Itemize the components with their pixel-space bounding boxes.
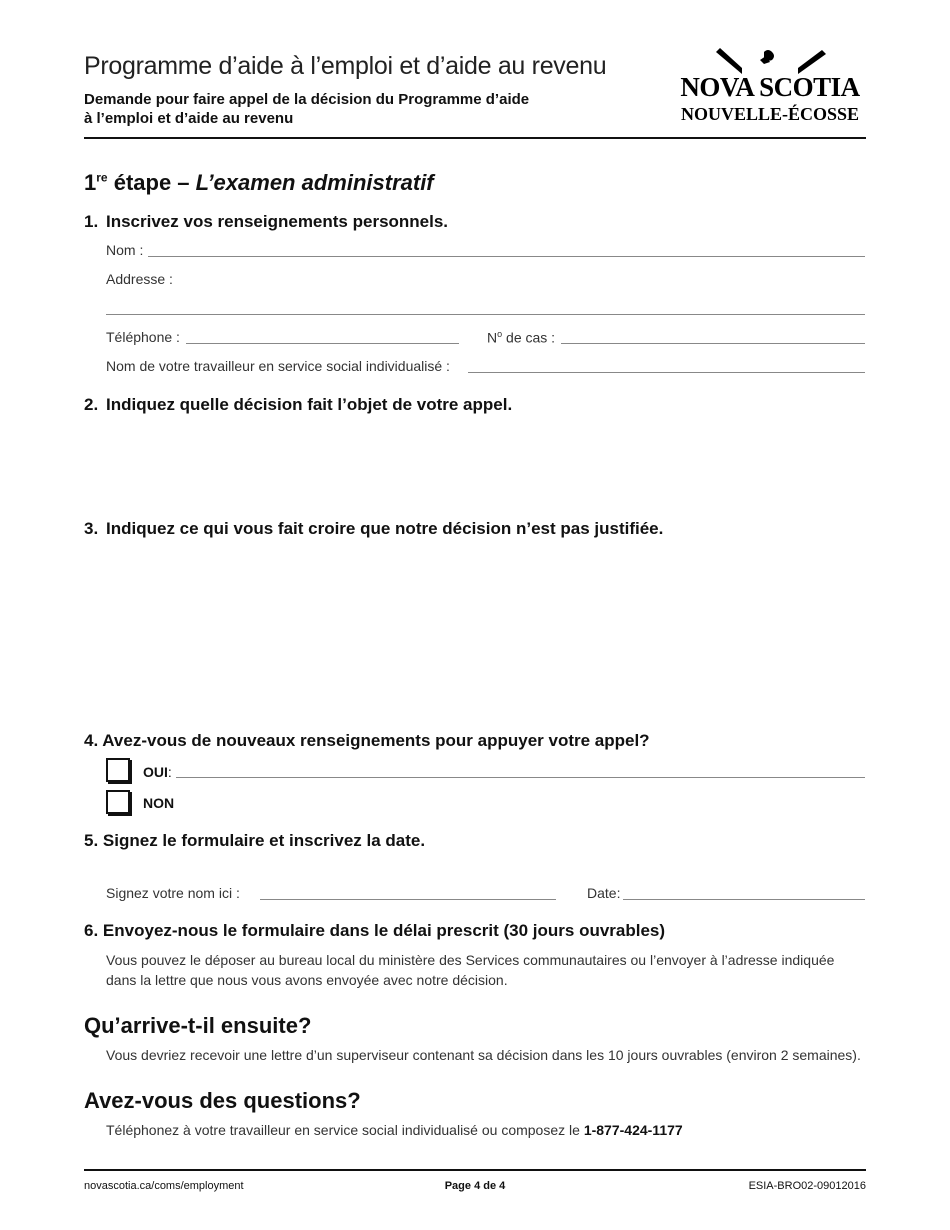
header-divider [84, 137, 866, 139]
step-name: L’examen administratif [195, 170, 434, 195]
name-field[interactable] [148, 256, 865, 257]
contact-text [106, 1120, 866, 1140]
question-3 [84, 519, 663, 539]
question-text: Indiquez ce qui vous fait croire que notre décision n’est pas justifiée. [106, 519, 664, 538]
oui-label-colon: : [167, 764, 172, 780]
signature-field[interactable] [260, 899, 556, 900]
footer-divider [84, 1169, 866, 1171]
question-number: 2. [84, 395, 99, 414]
nova-scotia-logo [672, 46, 868, 128]
address-field[interactable] [106, 314, 865, 315]
form-subtitle [84, 90, 564, 128]
question-number: 3. [84, 519, 99, 538]
step-number: 1 [84, 170, 97, 195]
question-text: Inscrivez vos renseignements personnels. [106, 212, 449, 231]
oui-checkbox[interactable] [106, 758, 130, 782]
phone-field[interactable] [186, 343, 459, 344]
question-text: Envoyez-nous le formulaire dans le délai prescrit (30 jours ouvrables) [102, 921, 666, 940]
oui-label-text: OUI [143, 764, 168, 780]
question-4 [84, 731, 650, 751]
caseworker-label: Nom de votre travailleur en service social individualisé : [106, 358, 450, 374]
date-label: Date: [587, 885, 621, 901]
case-number-field[interactable] [561, 343, 865, 344]
name-label: Nom : [106, 242, 144, 258]
question-number: 1. [84, 212, 99, 231]
submission-instructions: Vous pouvez le déposer au bureau local du ministère des Services communautaires ou l’envoyer à l’adresse indiquée dans la lettre que nous vous avons envoyée avec notre décision. [106, 952, 835, 988]
question-text: Avez-vous de nouveaux renseignements pour appuyer votre appel? [102, 731, 650, 750]
case-number-label-prefix: N [487, 329, 498, 346]
logo-wordmark: NOVA SCOTIA [680, 72, 860, 102]
justification-answer-area[interactable] [84, 550, 866, 720]
question-text: Signez le formulaire et inscrivez la date. [102, 831, 426, 850]
next-steps-text: Vous devriez recevoir une lettre d’un superviseur contenant sa décision dans les 10 jours ouvrables (environ 2 semaines). [106, 1047, 861, 1063]
step-number-suffix: re [96, 170, 108, 185]
questions-heading: Avez-vous des questions? [84, 1088, 361, 1113]
case-number-label-sup: o [497, 329, 503, 339]
question-number: 6. [84, 921, 99, 940]
signature-label: Signez votre nom ici : [106, 885, 240, 901]
form-subtitle-line1: Demande pour faire appel de la décision du Programme d’aide [84, 91, 530, 108]
question-1 [84, 212, 448, 232]
address-label: Addresse : [106, 271, 173, 287]
step-heading [84, 170, 434, 196]
question-number: 4. [84, 731, 99, 750]
case-number-label-suffix: de cas : [502, 329, 556, 346]
footer-page-number: Page 4 de 4 [444, 1180, 506, 1192]
case-number-label [487, 329, 555, 346]
oui-label [143, 764, 172, 780]
form-subtitle-line2: à l’emploi et d’aide au revenu [84, 110, 294, 127]
question-2 [84, 395, 512, 415]
question-5 [84, 831, 425, 851]
non-checkbox[interactable] [106, 790, 130, 814]
caseworker-field[interactable] [468, 372, 865, 373]
footer-url: novascotia.ca/coms/employment [84, 1180, 244, 1192]
question-text: Indiquez quelle décision fait l’objet de votre appel. [106, 395, 513, 414]
logo-wordmark-french: NOUVELLE-ÉCOSSE [680, 104, 860, 124]
step-label: étape – [107, 170, 196, 195]
non-label: NON [143, 795, 175, 811]
decision-answer-area[interactable] [84, 425, 866, 510]
oui-details-field[interactable] [176, 777, 865, 778]
date-field[interactable] [623, 899, 865, 900]
contact-text-body: Téléphonez à votre travailleur en service social individualisé ou composez le [106, 1122, 584, 1138]
question-6 [84, 921, 665, 941]
form-program-title: Programme d’aide à l’emploi et d’aide au revenu [84, 52, 607, 80]
question-number: 5. [84, 831, 99, 850]
footer-form-code: ESIA-BRO02-09012016 [748, 1180, 866, 1192]
next-steps-heading: Qu’arrive-t-il ensuite? [84, 1013, 312, 1038]
contact-phone: 1-877-424-1177 [583, 1122, 683, 1138]
phone-label: Téléphone : [106, 329, 180, 345]
